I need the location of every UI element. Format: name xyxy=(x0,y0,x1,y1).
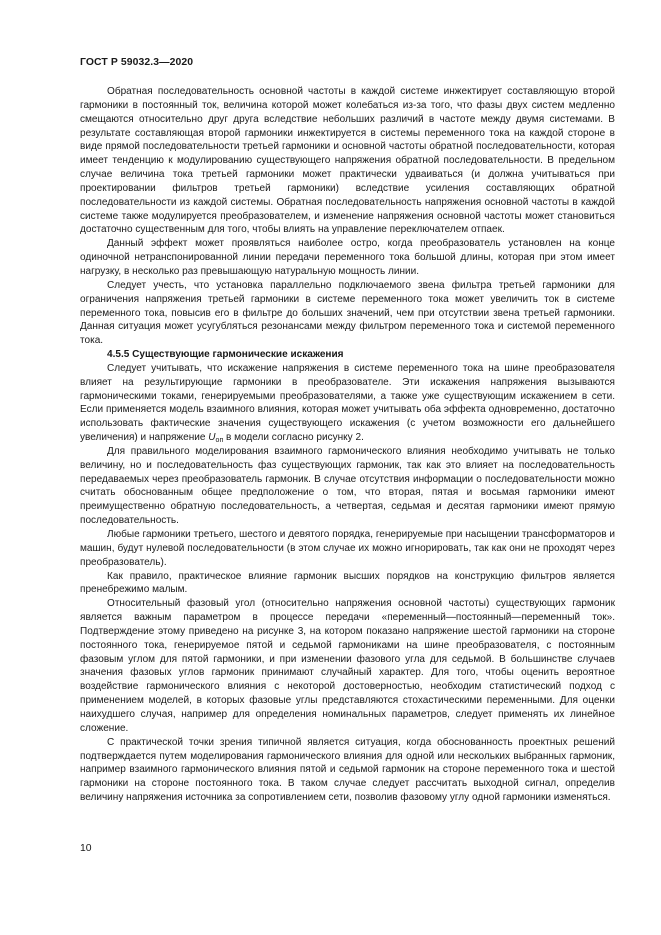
paragraph-phase-angle: Относительный фазовый угол (относительно напряжения основной частоты) существующих гармоник является важным параметром в процессе передачи «переменный—постоянный—переменный ток». Подтверждение этому приведено на рисунке 3, на котором показано напряжение шестой гармоники на стороне постоянного тока, генерируемое пятой и седьмой гармониками на шине преобразователя, с постоянным фазовым углом для пятой гармоники, и при изменении фазового угла для седьмой. В большинстве случаев значения фазовых углов гармоник принимают случайный характер. Для того, чтобы оценить вероятное воздействие гармонического влияния с некоторой достоверностью, необходим статистический подход с применением моделей, в которых фазовые углы представляются стохастическими переменными. Для оценки наихудшего случая, например для определения номинальных параметров, следует применять их линейное сложение. xyxy=(80,598,615,734)
standard-designation: ГОСТ Р 59032.3—2020 xyxy=(80,57,194,68)
body-text xyxy=(80,85,615,805)
paragraph-effect: Данный эффект может проявляться наиболее остро, когда преобразователь установлен на конце одиночной нетранспонированной линии передачи переменного тока большой длины, которая при этом имеет нагрузку, в несколько раз превышающую натуральную мощность линии. xyxy=(80,238,615,277)
voltage-symbol: U xyxy=(208,432,216,444)
paragraph-phase-sequence: Для правильного моделирования взаимного гармонического влияния необходимо учитывать не только величину, но и последовательность фаз существующих гармоник, так как это влияет на последовательность передаваемых через преобразователь гармоник. В случае отсутствия информации о последовательности можно считать обоснованным общее предположение о том, что вторая, пятая и восьмая гармоники имеют преимущественно обратную последовательность, а четвертая, седьмая и десятая гармоники имеют прямую последовательность. xyxy=(80,445,615,527)
paragraph-practical-view: С практической точки зрения типичной является ситуация, когда обоснованность проектных решений подтверждается путем моделирования гармонического влияния для одной или нескольких выбранных гармоник, например взаимного гармонического влияния пятой и седьмой гармоник на стороне переменного тока и шестой гармоники на стороне постоянного тока. В таком случае следует рассчитать выходной сигнал, определив величину напряжения источника за сопротивлением сети, позволив фазовому углу одной гармоники изменяться. xyxy=(80,736,615,804)
voltage-subscript: оп xyxy=(215,437,224,445)
paragraph-higher-order: Как правило, практическое влияние гармоник высших порядков на конструкцию фильтров является пренебрежимо малым. xyxy=(80,570,615,596)
paragraph-voltage-distortion-text-2: в модели согласно рисунку 2. xyxy=(223,432,364,444)
paragraph-third-harmonic-filter: Следует учесть, что установка параллельно подключаемого звена фильтра третьей гармоники для ограничения напряжения третьей гармоники в системе переменного тока может увеличить ток в системе переменного тока, повысив его в фильтре до больших значений, чем при отсутствии звена третьей гармоники. Данная ситуация может усугубляться резонансами между фильтром переменного тока и системой переменного тока. xyxy=(80,279,615,347)
paragraph-zero-sequence: Любые гармоники третьего, шестого и девятого порядка, генерируемые при насыщении трансформаторов и машин, будут нулевой последовательности (в этом случае их можно игнорировать, так как они не проходят через преобразователь). xyxy=(80,529,615,568)
page-number: 10 xyxy=(80,843,92,854)
paragraph-negative-sequence: Обратная последовательность основной частоты в каждой системе инжектирует составляющую второй гармоники в постоянный ток, величина которой может колебаться из-за того, что фазы двух систем медленно смещаются относительно друг друга вследствие небольших различий в частоте между двумя системами. В результате составляющая второй гармоники инжектируется в системы переменного тока на каждой стороне в виде прямой последовательности третьей гармоники и основной частоты обратной последовательности, которая имеет тенденцию к модулированию существующего напряжения обратной последовательности. В предельном случае величина тока третьей гармоники может практически удваиваться (и должна учитываться при проектировании фильтров третьей гармоники) вследствие усиления составляющих обратной последовательности из каждой системы. Обратная последовательность напряжения основной частоты в каждой системе также модулируется преобразователем, и изменение напряжения основной частоты может становиться достаточно существенным для того, чтобы влиять на управление переключателем отпаек. xyxy=(80,86,615,236)
paragraph-voltage-distortion xyxy=(80,362,615,445)
paragraph-voltage-distortion-text-1: Следует учитывать, что искажение напряжения в системе переменного тока на шине преобразователя влияет на результирующие гармоники в преобразователе. Эти искажения напряжения вызываются гармоническими токами, генерируемыми преобразователями, а также уже существующим искажением в сети. Если применяется модель взаимного влияния, которая может учитывать оба эффекта одновременно, достаточно использовать фактические значения существующего искажения (с учетом возможности его дальнейшего увеличения) и напряжение xyxy=(80,362,615,444)
section-heading: 4.5.5 Существующие гармонические искажения xyxy=(107,349,344,361)
